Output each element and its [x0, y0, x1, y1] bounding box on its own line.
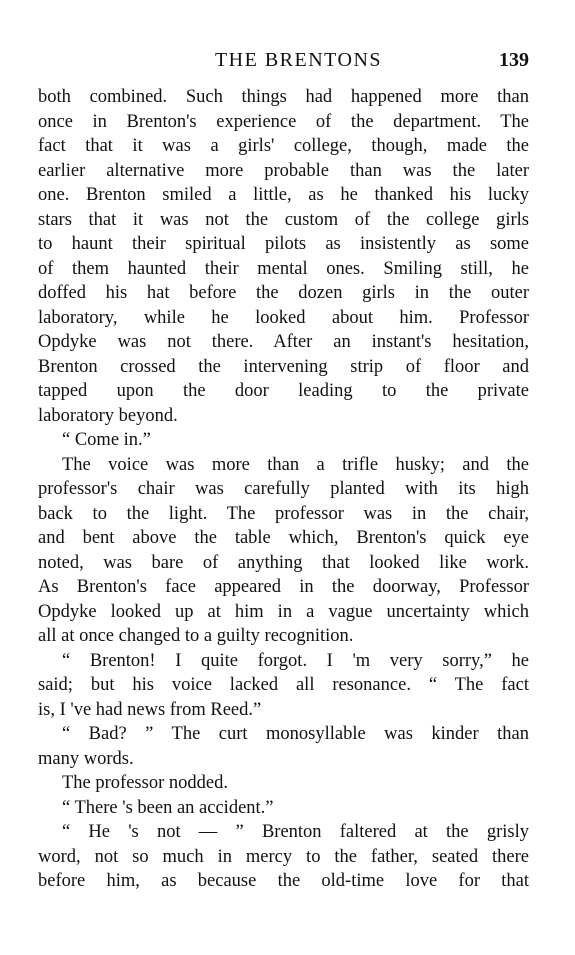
text-line: laboratory beyond.: [38, 405, 178, 426]
text-line: one. Brenton smiled a little, as he thanked his lucky: [38, 185, 529, 205]
text-line: of them haunted their mental ones. Smiling still, he: [38, 258, 529, 279]
text-line: Brenton crossed the intervening strip of floor and: [38, 356, 529, 377]
text-line: “ He 's not — ” Brenton faltered at the grisly: [62, 822, 529, 842]
text-line: doffed his hat before the dozen girls in the outer: [38, 283, 529, 303]
text-line: is, I 've had news from Reed.”: [38, 699, 262, 720]
text-line: fact that it was a girls' college, though, made the: [38, 136, 529, 156]
text-line: As Brenton's face appeared in the doorway, Professor: [38, 577, 529, 597]
body-text: [38, 85, 529, 894]
text-line: and bent above the table which, Brenton's quick eye: [38, 528, 529, 548]
page-number: 139: [499, 49, 529, 71]
text-line: The professor nodded.: [62, 773, 228, 793]
text-line: word, not so much in mercy to the father, seated there: [38, 846, 529, 867]
text-line: both combined. Such things had happened more than: [38, 87, 529, 107]
text-line: many words.: [38, 748, 134, 769]
text-line: all at once changed to a guilty recognition.: [38, 626, 354, 646]
text-line: tapped upon the door leading to the private: [38, 381, 529, 401]
text-line: “ Bad? ” The curt monosyllable was kinder than: [62, 724, 529, 744]
text-line: “ Come in.”: [62, 430, 151, 450]
text-line: The voice was more than a trifle husky; and the: [62, 454, 529, 475]
text-line: earlier alternative more probable than was the later: [38, 160, 529, 181]
text-line: back to the light. The professor was in the chair,: [38, 503, 529, 524]
text-line: Opdyke looked up at him in a vague uncertainty which: [38, 601, 529, 622]
text-line: once in Brenton's experience of the department. The: [38, 111, 529, 132]
text-line: “ Brenton! I quite forgot. I 'm very sorry,” he: [62, 650, 529, 671]
text-line: stars that it was not the custom of the college girls: [38, 209, 529, 230]
text-line: Opdyke was not there. After an instant's hesitation,: [38, 332, 529, 352]
running-title: THE BRENTONS: [214, 49, 383, 71]
text-line: professor's chair was carefully planted with its high: [38, 479, 529, 499]
text-line: “ There 's been an accident.”: [62, 797, 274, 818]
text-line: to haunt their spiritual pilots as insistently as some: [38, 234, 529, 254]
text-line: said; but his voice lacked all resonance. “ The fact: [38, 675, 529, 695]
running-head: [38, 46, 529, 74]
text-line: laboratory, while he looked about him. Professor: [38, 307, 529, 328]
text-line: noted, was bare of anything that looked like work.: [38, 552, 529, 573]
text-line: before him, as because the old-time love for that: [38, 871, 529, 891]
